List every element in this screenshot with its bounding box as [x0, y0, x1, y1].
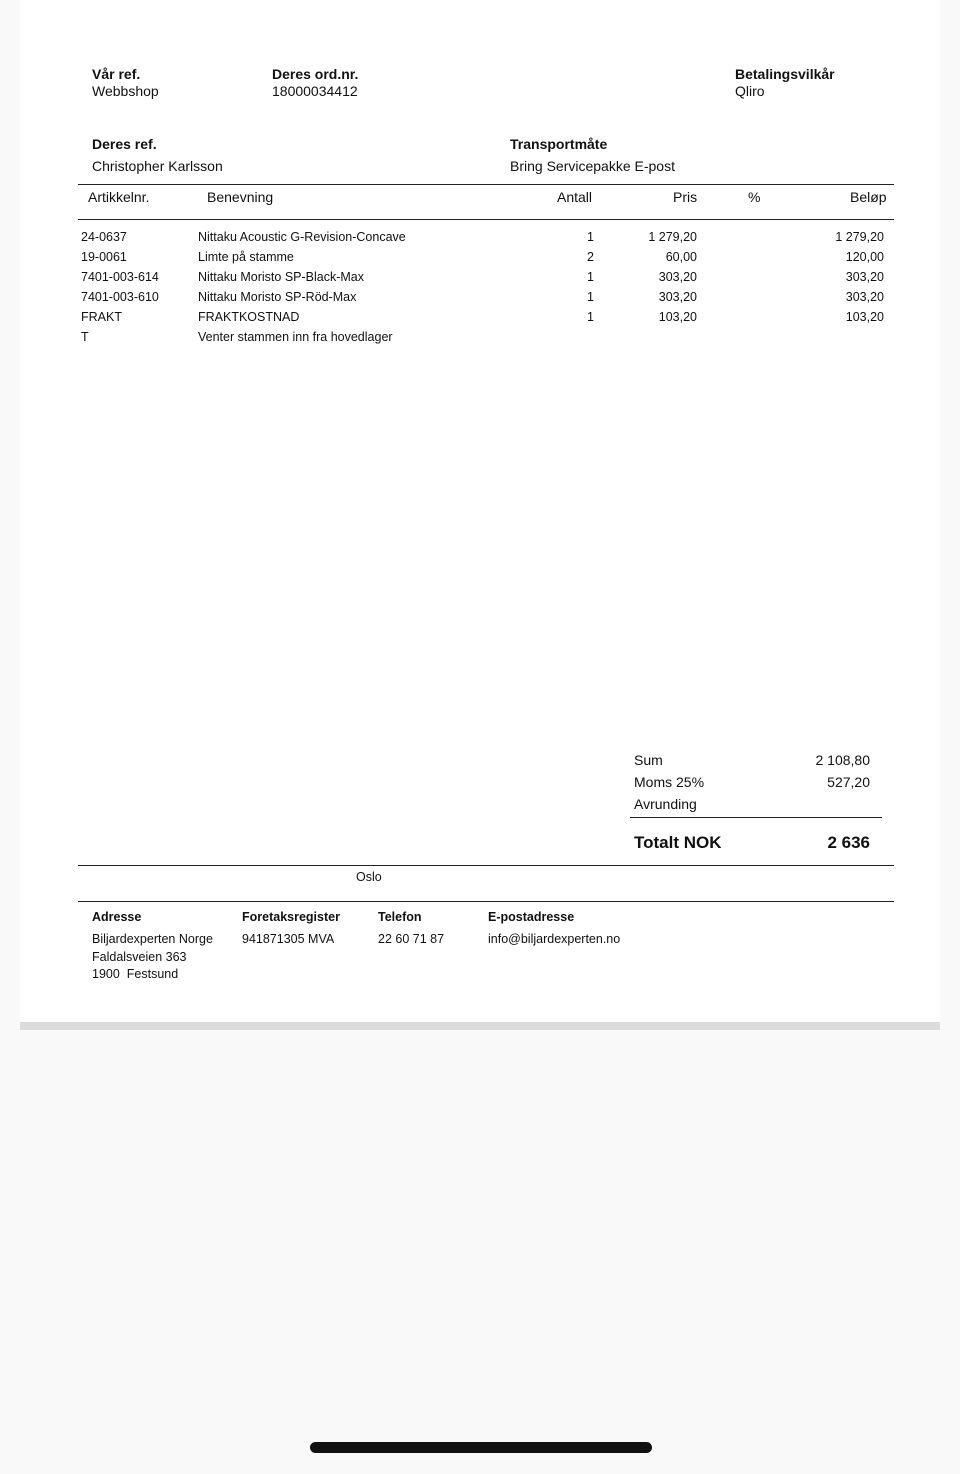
row-belop: 1 279,20 [835, 230, 884, 244]
col-antall: Antall [557, 189, 593, 205]
deres-ref-value: Christopher Karlsson [92, 158, 223, 174]
adresse-line: Faldalsveien 363 [92, 950, 187, 964]
row-artikkelnr: FRAKT [81, 310, 122, 324]
table-row [20, 290, 940, 310]
betalingsvilkar-label: Betalingsvilkår [735, 66, 835, 82]
row-benevning: Nittaku Acoustic G-Revision-Concave [198, 230, 406, 244]
moms-value: 527,20 [827, 774, 870, 790]
var-ref-label: Vår ref. [92, 66, 141, 82]
epost-label: E-postadresse [488, 910, 575, 924]
row-antall: 1 [587, 230, 594, 244]
telefon-value: 22 60 71 87 [378, 932, 445, 946]
row-pris: 60,00 [665, 250, 697, 264]
row-artikkelnr: 19-0061 [81, 250, 127, 264]
totals-rule [630, 817, 882, 818]
row-antall: 2 [587, 250, 594, 264]
row-pris: 303,20 [658, 290, 697, 304]
row-belop: 303,20 [845, 290, 884, 304]
col-belop: Beløp [850, 189, 887, 205]
table-header-rule [78, 219, 894, 220]
adresse-label: Adresse [92, 910, 142, 924]
row-antall: 1 [587, 310, 594, 324]
deres-ordnr-value: 18000034412 [272, 83, 358, 99]
row-artikkelnr: 24-0637 [81, 230, 127, 244]
row-artikkelnr: 7401-003-614 [81, 270, 159, 284]
adresse-line: Biljardexperten Norge [92, 932, 213, 946]
deres-ref-label: Deres ref. [92, 136, 157, 152]
epost-value: info@biljardexperten.no [488, 932, 621, 946]
footer-rule [78, 901, 894, 902]
invoice-page [20, 0, 940, 1022]
foretaksregister-value: 941871305 MVA [242, 932, 335, 946]
adresse-line: 1900 Festsund [92, 967, 179, 981]
col-artikkelnr: Artikkelnr. [88, 189, 150, 205]
row-benevning: Limte på stamme [198, 250, 294, 264]
table-top-rule [78, 184, 894, 185]
row-pris: 103,20 [658, 310, 697, 324]
row-antall: 1 [587, 270, 594, 284]
location-text: Oslo [356, 870, 382, 884]
row-benevning: Nittaku Moristo SP-Röd-Max [198, 290, 357, 304]
betalingsvilkar-value: Qliro [735, 83, 765, 99]
table-row [20, 270, 940, 290]
transportmate-label: Transportmåte [510, 136, 608, 152]
table-row [20, 230, 940, 250]
col-pris: Pris [673, 189, 698, 205]
deres-ordnr-label: Deres ord.nr. [272, 66, 359, 82]
row-benevning: FRAKTKOSTNAD [198, 310, 300, 324]
home-indicator[interactable] [310, 1442, 652, 1453]
row-pris: 1 279,20 [648, 230, 697, 244]
row-belop: 120,00 [845, 250, 884, 264]
table-row [20, 330, 940, 350]
row-antall: 1 [587, 290, 594, 304]
sum-value: 2 108,80 [815, 752, 870, 768]
row-artikkelnr: 7401-003-610 [81, 290, 159, 304]
telefon-label: Telefon [378, 910, 422, 924]
col-percent: % [748, 189, 761, 205]
sum-label: Sum [634, 752, 663, 768]
var-ref-value: Webbshop [92, 83, 159, 99]
total-value: 2 636 [827, 833, 870, 852]
foretaksregister-label: Foretaksregister [242, 910, 340, 924]
row-artikkelnr: T [81, 330, 89, 344]
footer-top-rule [78, 865, 894, 866]
table-row [20, 250, 940, 270]
page-shadow-bar [20, 1022, 940, 1030]
moms-label: Moms 25% [634, 774, 705, 790]
row-benevning: Venter stammen inn fra hovedlager [198, 330, 393, 344]
row-benevning: Nittaku Moristo SP-Black-Max [198, 270, 365, 284]
avrunding-label: Avrunding [634, 796, 697, 812]
row-belop: 303,20 [845, 270, 884, 284]
row-pris: 303,20 [658, 270, 697, 284]
total-label: Totalt NOK [634, 833, 722, 852]
transportmate-value: Bring Servicepakke E-post [510, 158, 675, 174]
col-benevning: Benevning [207, 189, 274, 205]
row-belop: 103,20 [845, 310, 884, 324]
table-row [20, 310, 940, 330]
